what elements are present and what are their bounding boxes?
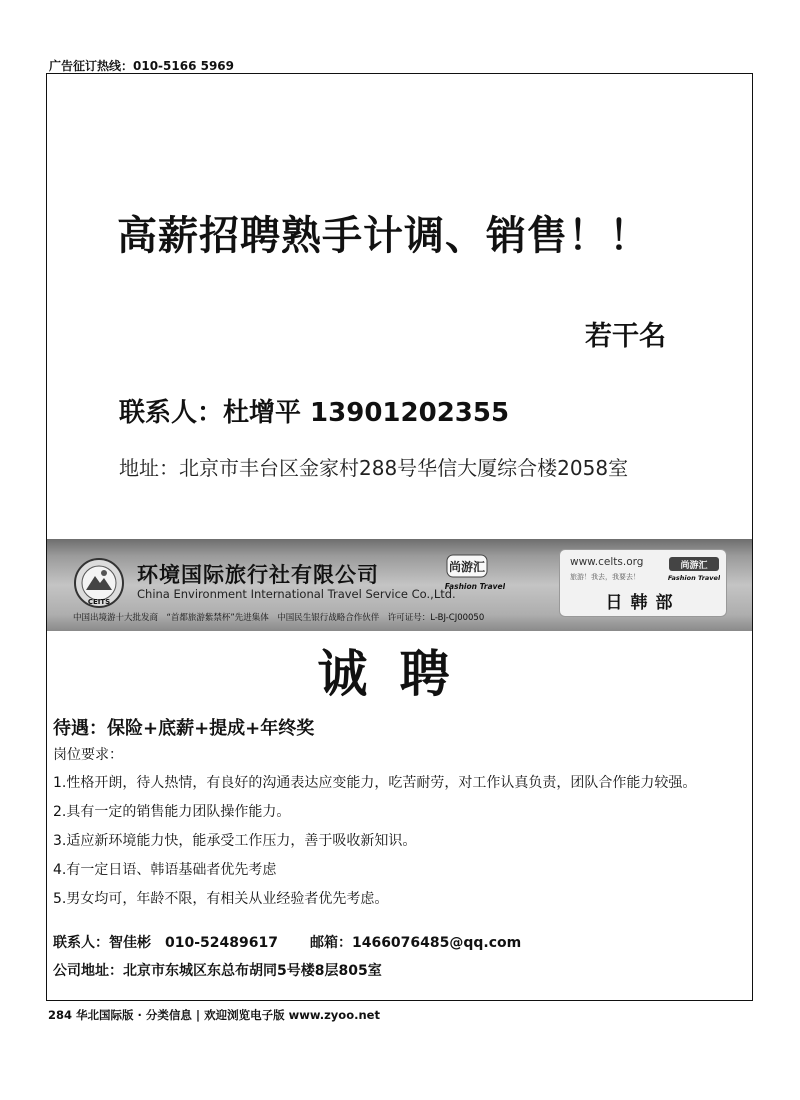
agency-name-en: China Environment International Travel Service Co.,Ltd. — [137, 587, 456, 601]
agency-slogan: 旅游！我去，我要去！ — [570, 573, 640, 581]
ad1-address: 地址：北京市丰台区金家村288号华信大厦综合楼2058室 — [119, 456, 629, 480]
department-box — [559, 549, 727, 617]
ad-page-frame — [46, 73, 753, 1001]
recruitment-ad-1 — [47, 74, 752, 539]
ad2-contact: 联系人：智佳彬 010-52489617 — [53, 935, 278, 951]
requirement-item: 3.适应新环境能力快，能承受工作压力，善于吸收新知识。 — [53, 833, 417, 849]
ad2-address: 公司地址：北京市东城区东总布胡同5号楼8层805室 — [53, 963, 382, 979]
logo-text: CEITS — [87, 598, 111, 606]
small-badge-text-cn: 尚游汇 — [680, 561, 708, 571]
ad2-requirements-title: 岗位要求： — [53, 747, 123, 763]
fashion-travel-small-badge — [668, 556, 720, 582]
badge-text-cn: 尚游汇 — [448, 560, 486, 574]
ad-hotline: 广告征订热线：010-5166 5969 — [49, 59, 235, 73]
ceits-logo-icon — [73, 557, 125, 609]
ad2-contact-line — [53, 932, 521, 952]
badge-text-en: Fashion Travel — [445, 582, 505, 591]
agency-banner — [47, 539, 752, 631]
ad2-email: 邮箱：1466076485@qq.com — [309, 935, 522, 951]
fashion-travel-badge — [445, 553, 505, 593]
ad2-headline: 诚聘 — [317, 644, 482, 703]
ad2-benefits: 待遇：保险+底薪+提成+年终奖 — [53, 718, 315, 739]
agency-credentials: 中国出境游十大批发商 “首都旅游紫禁杯”先进集体 中国民生银行战略合作伙伴 许可证号：L-BJ-CJ00050 — [73, 613, 485, 623]
ad1-headline: 高薪招聘熟手计调、销售！！ — [117, 213, 650, 259]
requirement-item: 1.性格开朗，待人热情，有良好的沟通表达应变能力，吃苦耐劳，对工作认真负责，团队合作能力较强。 — [53, 775, 697, 791]
department-name: 日韩部 — [605, 593, 681, 613]
ad1-contact: 联系人：杜增平 13901202355 — [119, 398, 510, 428]
ad1-headcount: 若干名 — [585, 321, 666, 352]
page-footer: 284 华北国际版 · 分类信息 | 欢迎浏览电子版 www.zyoo.net — [48, 1008, 380, 1022]
agency-name-cn: 环境国际旅行社有限公司 — [137, 563, 379, 587]
website-url: www.celts.org — [570, 556, 644, 568]
requirement-item: 4.有一定日语、韩语基础者优先考虑 — [53, 862, 277, 878]
requirement-item: 5.男女均可，年龄不限，有相关从业经验者优先考虑。 — [53, 891, 389, 907]
small-badge-text-en: Fashion Travel — [668, 574, 720, 582]
requirement-item: 2.具有一定的销售能力团队操作能力。 — [53, 804, 291, 820]
